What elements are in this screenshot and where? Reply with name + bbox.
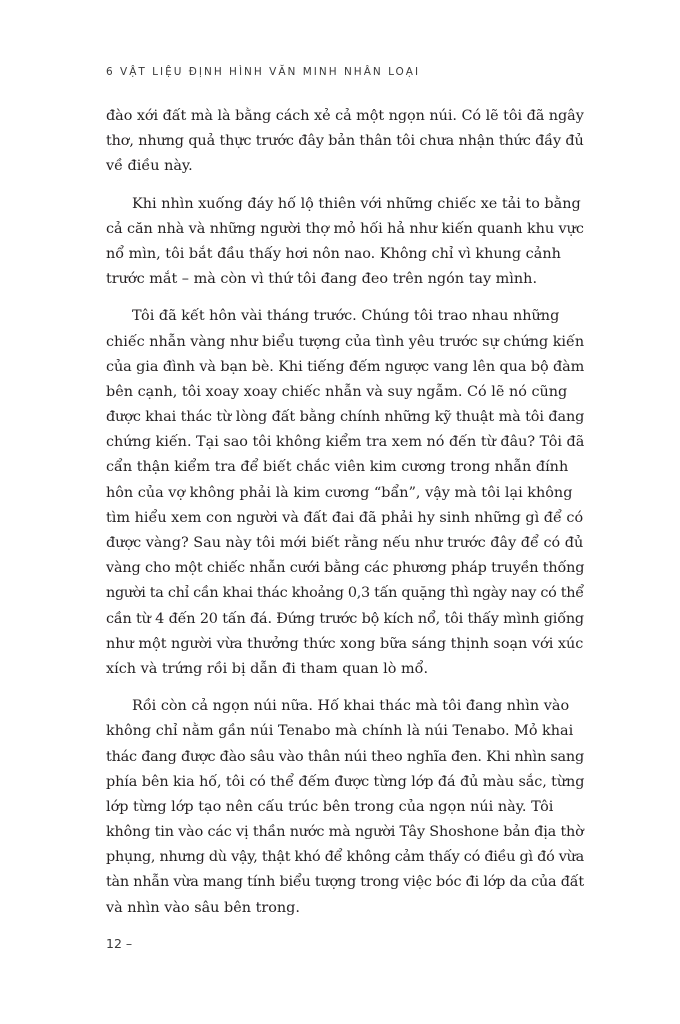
text-line: phía bên kia hố, tôi có thể đếm được từng lớp đá đủ màu sắc, từng: [106, 773, 585, 790]
text-line: cẩn thận kiểm tra để biết chắc viên kim cương trong nhẫn đính: [106, 459, 569, 476]
text-line: Khi nhìn xuống đáy hố lộ thiên với những chiếc xe tải to bằng: [132, 195, 581, 212]
text-line: được vàng? Sau này tôi mới biết rằng nếu như trước đây để có đủ: [106, 535, 584, 551]
text-line: xích và trứng rồi bị dẫn đi tham quan lò mổ.: [106, 660, 429, 677]
text-line: cả căn nhà và những người thợ mỏ hối hả như kiến quanh khu vực: [106, 220, 584, 237]
text-line: bên cạnh, tôi xoay xoay chiếc nhẫn và suy ngẫm. Có lẽ nó cũng: [106, 383, 568, 400]
text-line: chứng kiến. Tại sao tôi không kiểm tra xem nó đến từ đâu? Tôi đã: [106, 434, 585, 451]
text-line: thác đang được đào sâu vào thân núi theo nghĩa đen. Khi nhìn sang: [106, 748, 584, 765]
text-line: không chỉ nằm gần núi Tenabo mà chính là núi Tenabo. Mỏ khai: [106, 723, 574, 740]
body-text: [106, 104, 584, 933]
text-line: chiếc nhẫn vàng như biểu tượng của tình yêu trước sự chứng kiến: [106, 333, 585, 350]
text-line: về điều này.: [106, 158, 193, 175]
page-number: 12 –: [106, 936, 133, 951]
text-line: và nhìn vào sâu bên trong.: [106, 899, 300, 916]
text-line: tìm hiểu xem con người và đất đai đã phải hy sinh những gì để có: [106, 509, 584, 526]
text-line: vàng cho một chiếc nhẫn cưới bằng các phương pháp truyền thống: [106, 560, 585, 577]
text-line: không tin vào các vị thần nước mà người Tây Shoshone bản địa thờ: [106, 824, 584, 841]
text-line: lớp từng lớp tạo nên cấu trúc bên trong của ngọn núi này. Tôi: [106, 798, 554, 815]
text-line: cần từ 4 đến 20 tấn đá. Đứng trước bộ kích nổ, tôi thấy mình giống: [106, 610, 584, 627]
text-line: như một người vừa thưởng thức xong bữa sáng thịnh soạn với xúc: [106, 635, 584, 652]
text-line: được khai thác từ lòng đất bằng chính những kỹ thuật mà tôi đang: [106, 409, 585, 426]
text-line: trước mắt – mà còn vì thứ tôi đang đeo trên ngón tay mình.: [106, 271, 538, 288]
text-line: tàn nhẫn vừa mang tính biểu tượng trong việc bóc đi lớp da của đất: [106, 874, 584, 891]
paragraph-1: [106, 104, 584, 180]
running-head: 6 VẬT LIỆU ĐỊNH HÌNH VĂN MINH NHÂN LOẠI: [106, 66, 421, 78]
text-line: đào xới đất mà là bằng cách xẻ cả một ngọn núi. Có lẽ tôi đã ngây: [106, 108, 584, 124]
text-line: Tôi đã kết hôn vài tháng trước. Chúng tôi trao nhau những: [132, 308, 560, 325]
text-line: thơ, nhưng quả thực trước đây bản thân tôi chưa nhận thức đầy đủ: [106, 133, 584, 150]
paragraph-4: [106, 694, 584, 921]
text-line: hôn của vợ không phải là kim cương “bẩn”, vậy mà tôi lại không: [106, 484, 573, 501]
text-line: người ta chỉ cần khai thác khoảng 0,3 tấn quặng thì ngày nay có thể: [106, 585, 584, 602]
text-line: phụng, nhưng dù vậy, thật khó để không cảm thấy có điều gì đó vừa: [106, 849, 584, 866]
text-line: Rồi còn cả ngọn núi nữa. Hố khai thác mà tôi đang nhìn vào: [132, 698, 570, 715]
paragraph-2: [106, 192, 584, 293]
paragraph-3: [106, 304, 584, 682]
text-line: nổ mìn, tôi bắt đầu thấy hơi nôn nao. Không chỉ vì khung cảnh: [106, 245, 561, 262]
text-line: của gia đình và bạn bè. Khi tiếng đếm ngược vang lên qua bộ đàm: [106, 358, 585, 375]
